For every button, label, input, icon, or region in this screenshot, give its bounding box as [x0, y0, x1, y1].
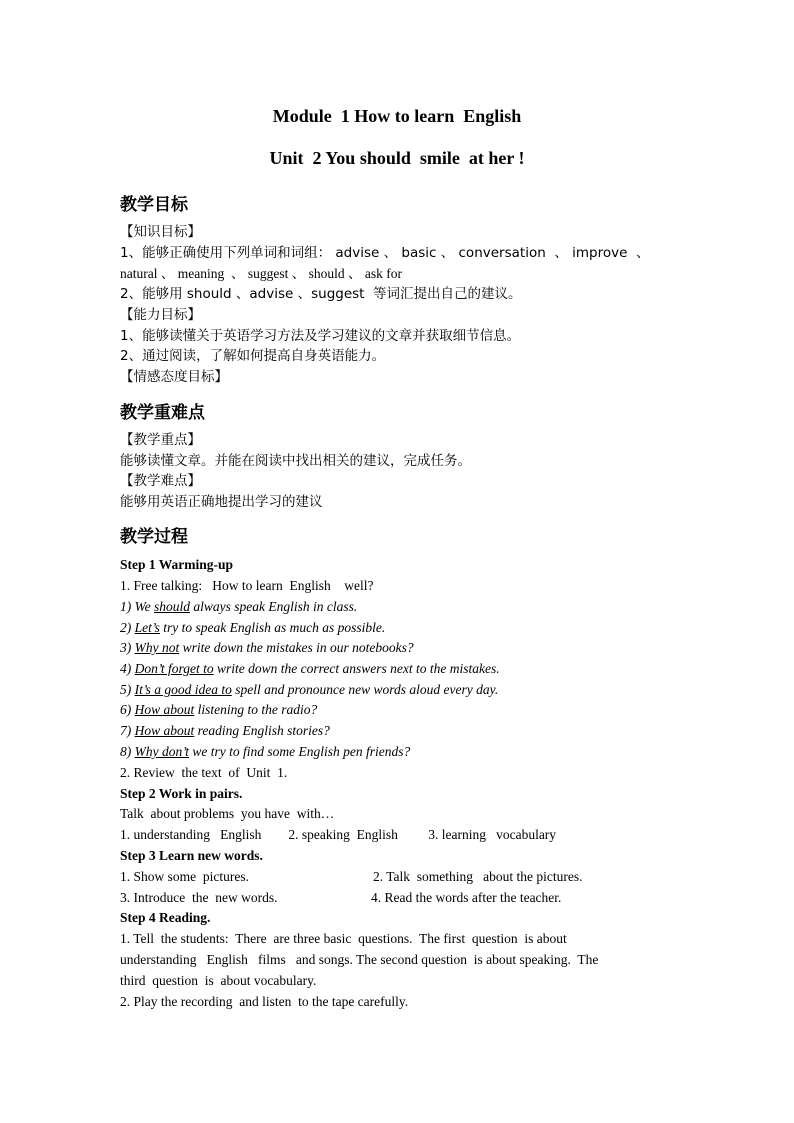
difficulty-label: 【教学难点】	[120, 473, 201, 489]
knowledge-label: 【知识目标】	[120, 224, 201, 240]
step3-item-4: 4. Read the words after the teacher.	[371, 890, 562, 905]
warmup-item	[120, 618, 385, 638]
step3-item-3: 3. Introduce the new words.	[120, 890, 278, 905]
item-prefix: 5)	[120, 682, 135, 697]
item-rest: reading English stories?	[194, 723, 330, 738]
item-prefix: 7)	[120, 723, 135, 738]
warmup-item	[120, 638, 414, 658]
step3-title: Step 3 Learn new words.	[120, 848, 263, 863]
module-title: Module 1 How to learn English	[272, 106, 522, 126]
difficulty-text: 能够用英语正确地提出学习的建议	[120, 494, 323, 510]
focus-text: 能够读懂文章。并能在阅读中找出相关的建议，完成任务。	[120, 453, 471, 469]
item-prefix: 2)	[120, 620, 135, 635]
emotion-label: 【情感态度目标】	[120, 369, 228, 385]
item-rest: write down the mistakes in our notebooks?	[179, 640, 414, 655]
item-prefix: 4)	[120, 661, 135, 676]
warmup-item	[120, 721, 330, 741]
key-points-heading: 教学重难点	[120, 403, 205, 423]
step2-line1: Talk about problems you have with…	[120, 806, 335, 821]
item-rest: we try to find some English pen friends?	[189, 744, 411, 759]
objectives-heading: 教学目标	[120, 195, 188, 215]
item-key-phrase: Don’t forget to	[134, 661, 214, 676]
step3-item-2: 2. Talk something about the pictures.	[373, 869, 583, 884]
knowledge-item-2: 2、能够用 should 、advise 、suggest 等词汇提出自己的建议。	[120, 286, 522, 302]
focus-label: 【教学重点】	[120, 432, 201, 448]
step2-title: Step 2 Work in pairs.	[120, 786, 243, 801]
item-key-phrase: How about	[134, 723, 195, 738]
item-rest: spell and pronounce new words aloud every day.	[231, 682, 499, 697]
knowledge-item-1-cont: natural 、 meaning 、 suggest 、 should 、 ask for	[120, 266, 402, 281]
item-key-phrase: How about	[134, 702, 195, 717]
step1-line1: 1. Free talking: How to learn English well?	[120, 578, 374, 593]
process-heading: 教学过程	[120, 527, 188, 547]
ability-item-1: 1、能够读懂关于英语学习方法及学习建议的文章并获取细节信息。	[120, 328, 521, 344]
step1-line2: 2. Review the text of Unit 1.	[120, 765, 288, 780]
item-prefix: 6)	[120, 702, 135, 717]
item-key-phrase: Why don’t	[134, 744, 189, 759]
warmup-item	[120, 680, 498, 700]
item-key-phrase: should	[154, 599, 191, 614]
unit-title: Unit 2 You should smile at her !	[269, 148, 525, 168]
warmup-item	[120, 597, 357, 617]
ability-item-2: 2、通过阅读，了解如何提高自身英语能力。	[120, 348, 386, 364]
item-rest: always speak English in class.	[190, 599, 358, 614]
knowledge-item-1: 1、能够正确使用下列单词和词组： advise 、 basic 、 conversation 、 improve 、	[120, 245, 650, 261]
item-prefix: 3)	[120, 640, 135, 655]
step3-item-1: 1. Show some pictures.	[120, 869, 249, 884]
item-prefix: 8)	[120, 744, 135, 759]
item-key-phrase: It’s a good idea to	[134, 682, 232, 697]
step4-para-line: 1. Tell the students: There are three basic questions. The first question is about	[120, 931, 567, 946]
item-key-phrase: Why not	[134, 640, 180, 655]
item-prefix: 1) We	[120, 599, 154, 614]
step1-title: Step 1 Warming-up	[120, 557, 234, 572]
step4-para-line: understanding English films and songs. The second question is about speaking. The	[120, 952, 599, 967]
warmup-item	[120, 742, 410, 762]
item-rest: listening to the radio?	[194, 702, 318, 717]
ability-label: 【能力目标】	[120, 307, 201, 323]
step4-para-line: 2. Play the recording and listen to the tape carefully.	[120, 994, 409, 1009]
item-key-phrase: Let’s	[134, 620, 160, 635]
warmup-item	[120, 659, 500, 679]
step4-para-line: third question is about vocabulary.	[120, 973, 317, 988]
step2-line2: 1. understanding English 2. speaking English 3. learning vocabulary	[120, 827, 557, 842]
item-rest: try to speak English as much as possible.	[159, 620, 386, 635]
item-rest: write down the correct answers next to the mistakes.	[213, 661, 500, 676]
warmup-item	[120, 700, 317, 720]
step4-title: Step 4 Reading.	[120, 910, 211, 925]
